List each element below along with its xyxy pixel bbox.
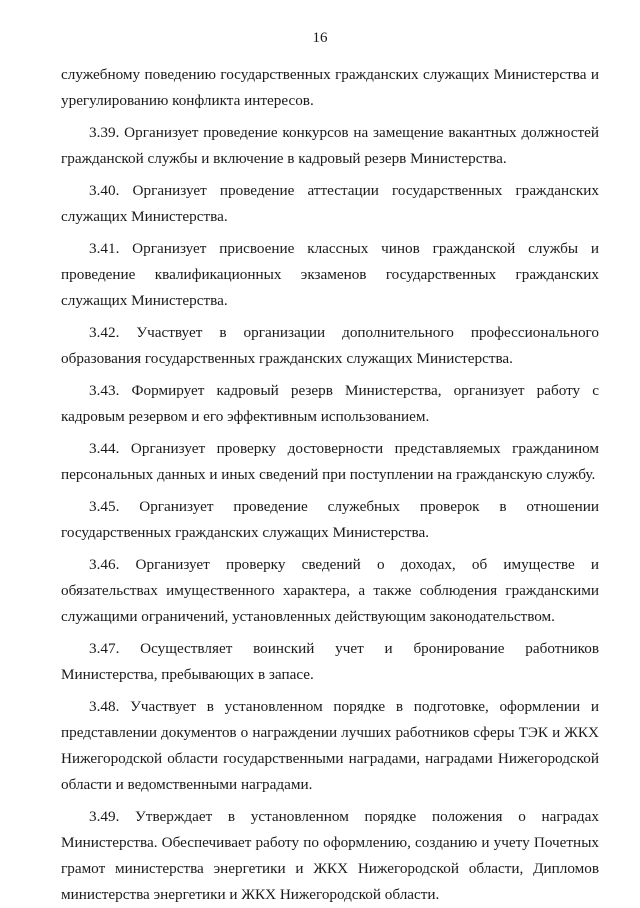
page-number: 16: [312, 30, 328, 46]
text-line: области и ведомственными наградами.: [61, 776, 313, 793]
paragraph: [61, 178, 599, 230]
text-line: служащих Министерства.: [61, 292, 228, 309]
paragraph: [61, 494, 599, 546]
text-line: 3.43. Формирует кадровый резерв Министерства, организует работу с: [89, 382, 599, 399]
text-line: 3.49. Утверждает в установленном порядке положения о наградах: [89, 808, 599, 825]
text-line: кадровым резервом и его эффективным использованием.: [61, 408, 430, 425]
text-line: 3.39. Организует проведение конкурсов на замещение вакантных должностей: [89, 124, 599, 141]
paragraph: [61, 552, 599, 630]
text-line: 3.46. Организует проверку сведений о доходах, об имуществе и: [89, 556, 599, 573]
text-line: служащими ограничений, установленных действующим законодательством.: [61, 608, 555, 625]
paragraph: [61, 694, 599, 798]
paragraph: [61, 62, 599, 114]
text-line: образования государственных гражданских служащих Министерства.: [61, 350, 513, 367]
text-line: служащих Министерства.: [61, 208, 228, 225]
text-line: Министерства, пребывающих в запасе.: [61, 666, 314, 683]
text-line: гражданской службы и включение в кадровый резерв Министерства.: [61, 150, 507, 167]
text-line: урегулированию конфликта интересов.: [61, 92, 314, 109]
paragraph: [61, 120, 599, 172]
paragraph: [61, 636, 599, 688]
paragraph: [61, 236, 599, 314]
text-line: 3.40. Организует проведение аттестации государственных гражданских: [89, 182, 599, 199]
text-line: 3.42. Участвует в организации дополнительного профессионального: [89, 324, 599, 341]
text-line: проведение квалификационных экзаменов государственных гражданских: [61, 266, 599, 283]
text-line: государственных гражданских служащих Министерства.: [61, 524, 430, 541]
paragraph: [61, 320, 599, 372]
text-line: служебному поведению государственных гражданских служащих Министерства и: [61, 66, 599, 83]
text-line: Министерства. Обеспечивает работу по оформлению, созданию и учету Почетных: [61, 834, 599, 851]
text-line: персональных данных и иных сведений при поступлении на гражданскую службу.: [61, 466, 596, 483]
text-line: грамот министерства энергетики и ЖКХ Нижегородской области, Дипломов: [61, 860, 599, 877]
text-line: 3.45. Организует проведение служебных проверок в отношении: [89, 498, 599, 515]
text-line: обязательствах имущественного характера, а также соблюдения гражданскими: [61, 582, 599, 599]
text-line: представлении документов о награждении лучших работников сферы ТЭК и ЖКХ: [61, 724, 599, 741]
text-line: министерства энергетики и ЖКХ Нижегородской области.: [61, 886, 440, 903]
text-line: Нижегородской области государственными наградами, наградами Нижегородской: [61, 750, 599, 767]
text-line: 3.41. Организует присвоение классных чинов гражданской службы и: [89, 240, 599, 257]
text-line: 3.47. Осуществляет воинский учет и бронирование работников: [89, 640, 599, 657]
text-line: 3.48. Участвует в установленном порядке в подготовке, оформлении и: [89, 698, 599, 715]
text-line: 3.44. Организует проверку достоверности представляемых гражданином: [89, 440, 599, 457]
paragraph: [61, 436, 599, 488]
paragraph: [61, 378, 599, 430]
paragraph: [61, 804, 599, 908]
document-body: [61, 62, 599, 908]
